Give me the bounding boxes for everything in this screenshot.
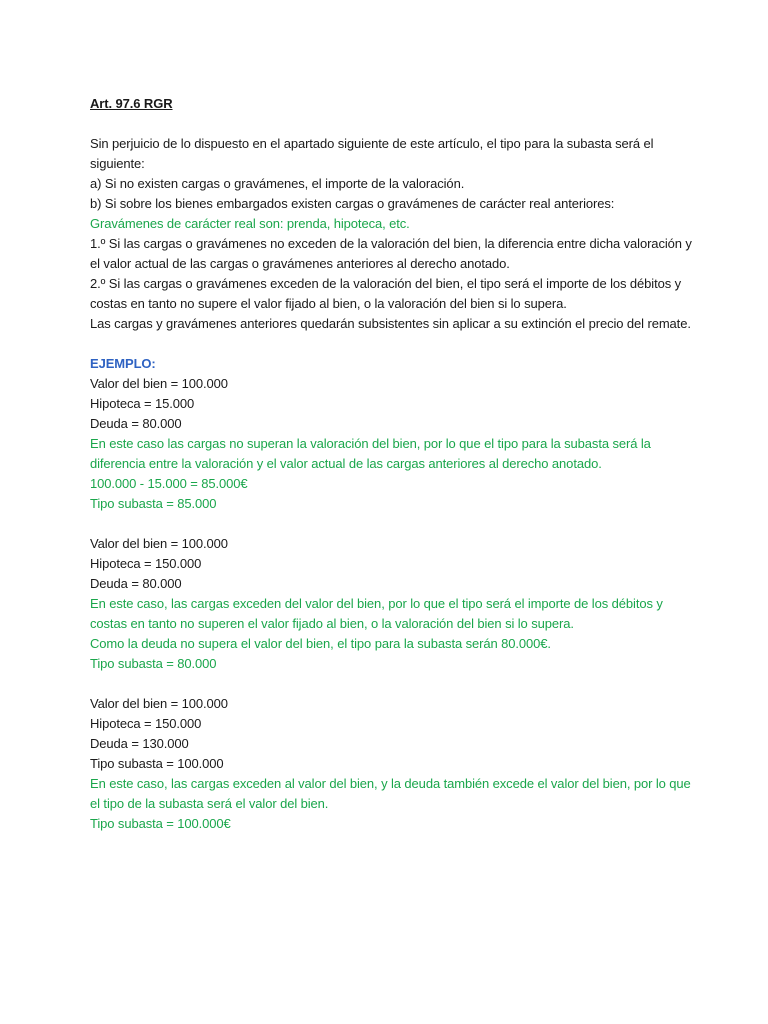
text-line: siguiente:	[90, 156, 145, 171]
text-line: el valor actual de las cargas o gravámenes anteriores al derecho anotado.	[90, 256, 510, 271]
text-line: costas en tanto no supere el valor fijado al bien, o la valoración del bien si lo supera.	[90, 296, 567, 311]
example-explanation-line: Como la deuda no supera el valor del bien, el tipo para la subasta serán 80.000€.	[90, 636, 551, 651]
example-block	[90, 694, 690, 834]
example-value-line: Deuda = 130.000	[90, 736, 189, 751]
example-explanation-line: Tipo subasta = 100.000€	[90, 816, 231, 831]
example-value-line: Deuda = 80.000	[90, 576, 182, 591]
document-title: Art. 97.6 RGR	[90, 96, 173, 111]
document-page	[90, 94, 690, 834]
text-line: b) Si sobre los bienes embargados existen cargas o gravámenes de carácter real anteriores:	[90, 196, 615, 211]
example-explanation-line: En este caso, las cargas exceden del valor del bien, por lo que el tipo será el importe de los débitos y	[90, 596, 663, 611]
spacer	[90, 514, 690, 534]
example-explanation-line: Tipo subasta = 80.000	[90, 656, 217, 671]
example-explanation-line: costas en tanto no superen el valor fijado al bien, o la valoración del bien si lo supera.	[90, 616, 574, 631]
example-value-line: Valor del bien = 100.000	[90, 696, 228, 711]
example-block	[90, 374, 690, 514]
example-heading: EJEMPLO:	[90, 356, 156, 371]
example-value-line: Valor del bien = 100.000	[90, 536, 228, 551]
example-explanation-line: el tipo de la subasta será el valor del bien.	[90, 796, 329, 811]
intro-paragraph	[90, 134, 690, 334]
example-explanation-line: En este caso las cargas no superan la valoración del bien, por lo que el tipo para la subasta será la	[90, 436, 651, 451]
example-value-line: Valor del bien = 100.000	[90, 376, 228, 391]
example-value-line: Deuda = 80.000	[90, 416, 182, 431]
spacer	[90, 334, 690, 354]
text-line: 1.º Si las cargas o gravámenes no exceden de la valoración del bien, la diferencia entre dicha valoración y	[90, 236, 692, 251]
example-value-line: Hipoteca = 150.000	[90, 716, 202, 731]
example-explanation-line: En este caso, las cargas exceden al valor del bien, y la deuda también excede el valor del bien, por lo que	[90, 776, 691, 791]
example-value-line: Hipoteca = 15.000	[90, 396, 195, 411]
note-line: Gravámenes de carácter real son: prenda, hipoteca, etc.	[90, 216, 410, 231]
example-block	[90, 534, 690, 674]
text-line: Las cargas y gravámenes anteriores quedarán subsistentes sin aplicar a su extinción el precio del remate.	[90, 316, 691, 331]
example-value-line: Hipoteca = 150.000	[90, 556, 202, 571]
text-line: 2.º Si las cargas o gravámenes exceden de la valoración del bien, el tipo será el importe de los débitos y	[90, 276, 682, 291]
example-value-line: Tipo subasta = 100.000	[90, 756, 224, 771]
text-line: Sin perjuicio de lo dispuesto en el apartado siguiente de este artículo, el tipo para la subasta será el	[90, 136, 654, 151]
example-explanation-line: 100.000 - 15.000 = 85.000€	[90, 476, 248, 491]
examples-section	[90, 374, 690, 834]
example-explanation-line: Tipo subasta = 85.000	[90, 496, 217, 511]
example-explanation-line: diferencia entre la valoración y el valor actual de las cargas anteriores al derecho anotado.	[90, 456, 602, 471]
spacer	[90, 674, 690, 694]
text-line: a) Si no existen cargas o gravámenes, el importe de la valoración.	[90, 176, 465, 191]
